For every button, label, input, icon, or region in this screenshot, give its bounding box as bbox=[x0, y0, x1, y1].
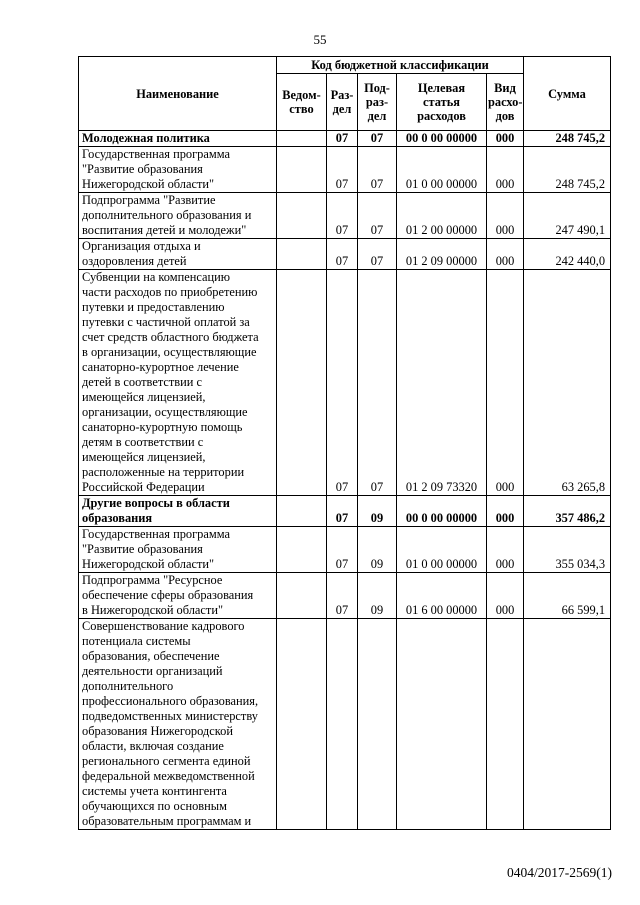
row-name-line: детей в соответствии с bbox=[82, 375, 203, 389]
row-name-line: в организации, осуществляющие bbox=[82, 345, 257, 359]
row-name bbox=[79, 147, 277, 193]
row-target: 01 2 09 73320 bbox=[397, 270, 487, 496]
budget-table bbox=[78, 56, 611, 830]
row-name-line: Субвенции на компенсацию bbox=[82, 270, 231, 284]
header-sum: Сумма bbox=[524, 57, 611, 131]
row-podrazdel: 09 bbox=[358, 573, 397, 619]
row-name-line: потенциала системы bbox=[82, 634, 191, 648]
row-name bbox=[79, 193, 277, 239]
row-name-line: обучающихся по основным bbox=[82, 799, 227, 813]
row-vedomstvo bbox=[277, 239, 327, 270]
header-target: Целевая статья расходов bbox=[397, 74, 487, 131]
row-name-line: Молодежная политика bbox=[82, 131, 210, 145]
row-razdel: 07 bbox=[327, 496, 358, 527]
row-name bbox=[79, 496, 277, 527]
row-vedomstvo bbox=[277, 147, 327, 193]
row-name-line: образования bbox=[82, 511, 153, 525]
row-name-line: Нижегородской области" bbox=[82, 177, 215, 191]
row-vid: 000 bbox=[487, 193, 524, 239]
table-row bbox=[79, 193, 611, 239]
row-target: 01 0 00 00000 bbox=[397, 147, 487, 193]
row-podrazdel: 09 bbox=[358, 527, 397, 573]
row-sum: 355 034,3 bbox=[524, 527, 611, 573]
row-vedomstvo bbox=[277, 527, 327, 573]
row-sum: 357 486,2 bbox=[524, 496, 611, 527]
header-vedomstvo: Ведом- ство bbox=[277, 74, 327, 131]
row-name-line: части расходов по приобретению bbox=[82, 285, 258, 299]
row-razdel: 07 bbox=[327, 239, 358, 270]
row-name-line: системы учета контингента bbox=[82, 784, 227, 798]
row-razdel bbox=[327, 619, 358, 830]
row-name-line: путевки и предоставлению bbox=[82, 300, 225, 314]
row-sum: 63 265,8 bbox=[524, 270, 611, 496]
header-code-group: Код бюджетной классификации bbox=[277, 57, 524, 74]
row-name-line: путевки с частичной оплатой за bbox=[82, 315, 250, 329]
row-name bbox=[79, 270, 277, 496]
row-vedomstvo bbox=[277, 619, 327, 830]
table-row bbox=[79, 239, 611, 270]
row-podrazdel: 07 bbox=[358, 147, 397, 193]
row-name-line: обеспечение сферы образования bbox=[82, 588, 254, 602]
row-name-line: детям в соответствии с bbox=[82, 435, 204, 449]
row-vid: 000 bbox=[487, 239, 524, 270]
row-name-line: Подпрограмма "Развитие bbox=[82, 193, 216, 207]
row-vid: 000 bbox=[487, 131, 524, 147]
row-podrazdel: 07 bbox=[358, 270, 397, 496]
row-vid: 000 bbox=[487, 496, 524, 527]
row-razdel: 07 bbox=[327, 193, 358, 239]
row-vedomstvo bbox=[277, 131, 327, 147]
row-name-line: расположенные на территории bbox=[82, 465, 245, 479]
row-name-line: образования Нижегородской bbox=[82, 724, 233, 738]
row-vedomstvo bbox=[277, 573, 327, 619]
row-name-line: федеральной межведомственной bbox=[82, 769, 255, 783]
row-razdel: 07 bbox=[327, 147, 358, 193]
row-name-line: имеющейся лицензией, bbox=[82, 450, 206, 464]
row-name-line: санаторно-курортную помощь bbox=[82, 420, 243, 434]
row-name-line: Нижегородской области" bbox=[82, 557, 215, 571]
row-target: 01 2 00 00000 bbox=[397, 193, 487, 239]
row-podrazdel bbox=[358, 619, 397, 830]
row-name-line: подведомственных министерству bbox=[82, 709, 258, 723]
row-name-line: области, включая создание bbox=[82, 739, 224, 753]
row-vid: 000 bbox=[487, 573, 524, 619]
row-name-line: имеющейся лицензией, bbox=[82, 390, 206, 404]
row-vid: 000 bbox=[487, 270, 524, 496]
row-name-line: в Нижегородской области" bbox=[82, 603, 224, 617]
page-number: 55 bbox=[313, 32, 327, 47]
row-podrazdel: 07 bbox=[358, 239, 397, 270]
row-name-line: "Развитие образования bbox=[82, 162, 203, 176]
row-sum: 247 490,1 bbox=[524, 193, 611, 239]
table-row bbox=[79, 147, 611, 193]
row-target: 00 0 00 00000 bbox=[397, 496, 487, 527]
table-row bbox=[79, 270, 611, 496]
table-row bbox=[79, 527, 611, 573]
header-name: Наименование bbox=[79, 57, 277, 131]
row-razdel: 07 bbox=[327, 270, 358, 496]
row-vid: 000 bbox=[487, 527, 524, 573]
row-razdel: 07 bbox=[327, 131, 358, 147]
row-razdel: 07 bbox=[327, 573, 358, 619]
row-vid bbox=[487, 619, 524, 830]
row-target: 00 0 00 00000 bbox=[397, 131, 487, 147]
row-name-line: Государственная программа bbox=[82, 527, 230, 541]
row-razdel: 07 bbox=[327, 527, 358, 573]
row-podrazdel: 07 bbox=[358, 193, 397, 239]
header-razdel: Раз- дел bbox=[327, 74, 358, 131]
row-name-line: "Развитие образования bbox=[82, 542, 203, 556]
row-name bbox=[79, 131, 277, 147]
row-name-line: оздоровления детей bbox=[82, 254, 187, 268]
row-name-line: Другие вопросы в области bbox=[82, 496, 230, 510]
table-body bbox=[79, 131, 611, 830]
row-sum: 248 745,2 bbox=[524, 131, 611, 147]
row-name-line: санаторно-курортное лечение bbox=[82, 360, 239, 374]
row-sum: 242 440,0 bbox=[524, 239, 611, 270]
row-name bbox=[79, 573, 277, 619]
row-vedomstvo bbox=[277, 193, 327, 239]
row-sum bbox=[524, 619, 611, 830]
row-name bbox=[79, 527, 277, 573]
row-vid: 000 bbox=[487, 147, 524, 193]
row-sum: 66 599,1 bbox=[524, 573, 611, 619]
header-vid: Вид расхо- дов bbox=[487, 74, 524, 131]
row-name-line: Российской Федерации bbox=[82, 480, 205, 494]
row-name-line: счет средств областного бюджета bbox=[82, 330, 259, 344]
row-name-line: дополнительного образования и bbox=[82, 208, 252, 222]
row-vedomstvo bbox=[277, 496, 327, 527]
row-name-line: образования, обеспечение bbox=[82, 649, 220, 663]
row-name bbox=[79, 619, 277, 830]
row-name-line: образовательным программам и bbox=[82, 814, 252, 828]
table-row bbox=[79, 131, 611, 147]
row-name-line: Государственная программа bbox=[82, 147, 230, 161]
row-name-line: Организация отдыха и bbox=[82, 239, 201, 253]
row-target bbox=[397, 619, 487, 830]
row-name-line: деятельности организаций bbox=[82, 664, 223, 678]
row-vedomstvo bbox=[277, 270, 327, 496]
row-name-line: регионального сегмента единой bbox=[82, 754, 251, 768]
row-target: 01 0 00 00000 bbox=[397, 527, 487, 573]
row-target: 01 2 09 00000 bbox=[397, 239, 487, 270]
document-code: 0404/2017-2569(1) bbox=[507, 865, 612, 880]
row-podrazdel: 07 bbox=[358, 131, 397, 147]
row-name bbox=[79, 239, 277, 270]
row-target: 01 6 00 00000 bbox=[397, 573, 487, 619]
row-name-line: воспитания детей и молодежи" bbox=[82, 223, 247, 237]
table-row bbox=[79, 619, 611, 830]
row-name-line: профессионального образования, bbox=[82, 694, 259, 708]
row-sum: 248 745,2 bbox=[524, 147, 611, 193]
row-name-line: дополнительного bbox=[82, 679, 174, 693]
header-podrazdel: Под- раз- дел bbox=[358, 74, 397, 131]
table-row bbox=[79, 573, 611, 619]
row-name-line: Подпрограмма "Ресурсное bbox=[82, 573, 223, 587]
row-name-line: организации, осуществляющие bbox=[82, 405, 248, 419]
row-name-line: Совершенствование кадрового bbox=[82, 619, 245, 633]
row-podrazdel: 09 bbox=[358, 496, 397, 527]
table-row bbox=[79, 496, 611, 527]
